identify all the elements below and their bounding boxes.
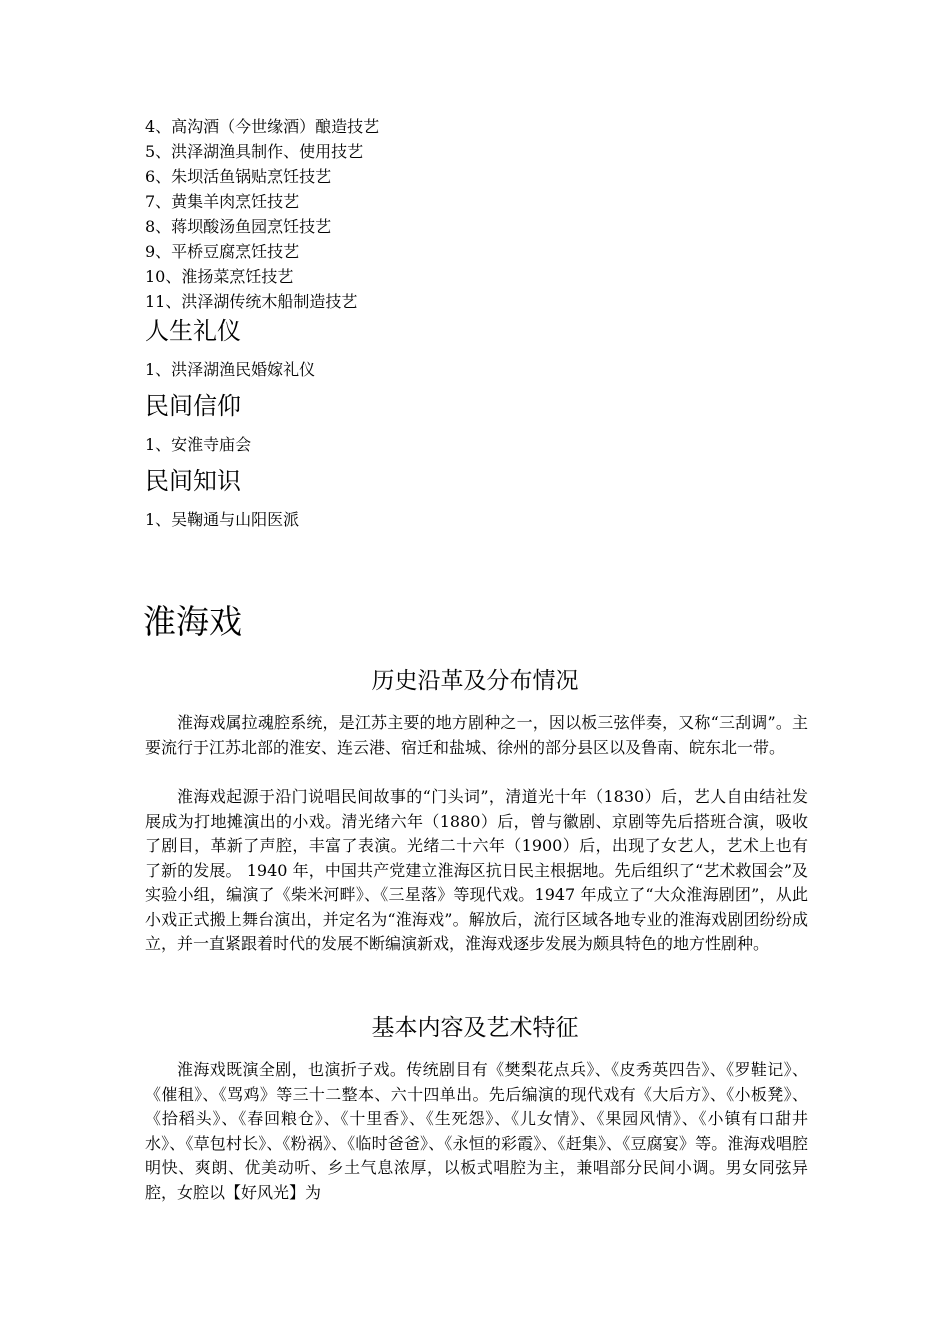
section-title: 民间信仰 xyxy=(145,392,241,420)
history-paragraph: 淮海戏起源于沿门说唱民间故事的“门头词”，清道光十年（1830）后，艺人自由结社发展成为打地摊演出的小戏。清光绪六年（1880）后，曾与徽剧、京剧等先后搭班合演，吸收了剧目，革新了声腔，丰富了表演。光绪二十六年（1900）后，出现了女艺人，艺术上也有了新的发展。 1940 年，中国共产党建立淮海区抗日民主根据地。先后组织了“艺术救国会”及实验小组，编演了《柴米河畔》、《三星落》等现代戏。1947 年成立了“大众淮海剧团”，从此小戏正式搬上舞台演出，并定名为“淮海戏”。解放后，流行区域各地专业的淮海戏剧团纷纷成立，并一直紧跟着时代的发展不断编演新戏，淮海戏逐步发展为颇具特色的地方性剧种。 xyxy=(145,787,808,953)
section-title: 人生礼仪 xyxy=(145,317,241,345)
list-item: 1、安淮寺庙会 xyxy=(145,435,252,454)
list-item: 1、洪泽湖渔民婚嫁礼仪 xyxy=(145,360,316,379)
list-item: 8、蒋坝酸汤鱼园烹饪技艺 xyxy=(145,217,332,236)
list-item: 1、吴鞠通与山阳医派 xyxy=(145,510,300,529)
features-heading: 基本内容及艺术特征 xyxy=(371,1015,579,1041)
list-item: 4、高沟酒（今世缘酒）酿造技艺 xyxy=(145,117,380,136)
features-paragraph: 淮海戏既演全剧，也演折子戏。传统剧目有《樊梨花点兵》、《皮秀英四告》、《罗鞋记》、《催租》、《骂鸡》等三十二整本、六十四单出。先后编演的现代戏有《大后方》、《小板凳》、《拾稻头》、《春回粮仓》、《十里香》、《生死怨》、《儿女情》、《果园风情》、《小镇有口甜井水》、《草包村长》、《粉祸》、《临时爸爸》、《永恒的彩霞》、《赶集》、《豆腐宴》等。淮海戏唱腔明快、爽朗、优美动听、乡土气息浓厚，以板式唱腔为主，兼唱部分民间小调。男女同弦异腔，女腔以【好风光】为 xyxy=(145,1060,808,1202)
list-item: 10、淮扬菜烹饪技艺 xyxy=(145,267,294,286)
opera-title: 淮海戏 xyxy=(143,602,242,641)
list-item: 6、朱坝活鱼锅贴烹饪技艺 xyxy=(145,167,332,186)
history-paragraph: 淮海戏属拉魂腔系统，是江苏主要的地方剧种之一，因以板三弦伴奏，又称“三刮调”。主要流行于江苏北部的淮安、连云港、宿迁和盐城、徐州的部分县区以及鲁南、皖东北一带。 xyxy=(145,713,808,757)
list-item: 9、平桥豆腐烹饪技艺 xyxy=(145,242,300,261)
folk-belief-section xyxy=(145,390,785,457)
list-item: 5、洪泽湖渔具制作、使用技艺 xyxy=(145,142,364,161)
history-heading: 历史沿革及分布情况 xyxy=(371,668,579,694)
etiquette-section xyxy=(145,315,785,382)
list-item: 7、黄集羊肉烹饪技艺 xyxy=(145,192,300,211)
list-item: 11、洪泽湖传统木船制造技艺 xyxy=(145,292,358,311)
folk-knowledge-section xyxy=(145,465,785,532)
section-title: 民间知识 xyxy=(145,467,241,495)
traditional-crafts-list xyxy=(145,114,785,314)
